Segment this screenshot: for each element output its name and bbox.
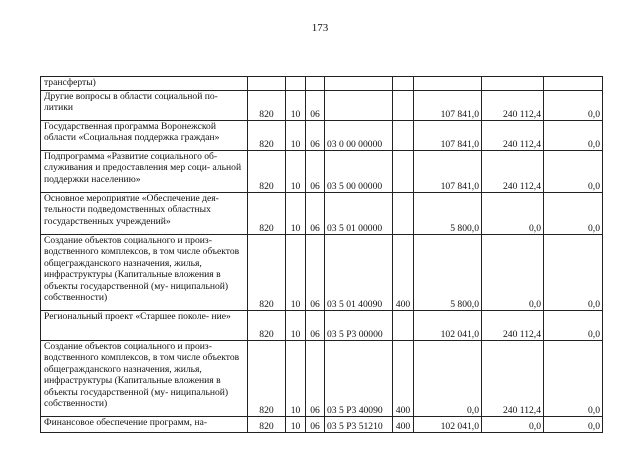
section-code-cell: 10 (286, 341, 306, 417)
amount-cell-3: 0,0 (544, 311, 603, 341)
amount-cell-2: 240 112,4 (482, 311, 544, 341)
expense-type-cell (393, 121, 414, 151)
subsection-code-cell: 06 (306, 417, 325, 433)
row-name-cell: Региональный проект «Старшее поколе- ние» (41, 311, 248, 341)
subsection-code-cell (306, 77, 325, 91)
ministry-code-cell: 820 (248, 235, 286, 311)
section-code-cell: 10 (286, 235, 306, 311)
target-code-cell: 03 0 00 00000 (325, 121, 393, 151)
table-row (41, 121, 603, 151)
amount-cell-1: 5 800,0 (414, 193, 482, 235)
ministry-code-cell: 820 (248, 91, 286, 121)
expense-type-cell (393, 77, 414, 91)
row-name-cell: Создание объектов социального и произ- водственного комплексов, в том числе объектов общегражданского назначения, жилья, инфраструктуры (Капитальные вложения в объекты государственной (му- ниципальной) собственности) (41, 341, 248, 417)
amount-cell-2 (482, 77, 544, 91)
expense-type-cell (393, 311, 414, 341)
expense-type-cell (393, 193, 414, 235)
expense-type-cell: 400 (393, 417, 414, 433)
expense-type-cell (393, 91, 414, 121)
amount-cell-1: 107 841,0 (414, 121, 482, 151)
amount-cell-1: 5 800,0 (414, 235, 482, 311)
row-name-cell: Государственная программа Воронежской области «Социальная поддержка граждан» (41, 121, 248, 151)
amount-cell-3: 0,0 (544, 341, 603, 417)
subsection-code-cell: 06 (306, 235, 325, 311)
table-row (41, 311, 603, 341)
section-code-cell: 10 (286, 193, 306, 235)
row-name-cell: трансферты) (41, 77, 248, 91)
row-name-cell: Создание объектов социального и произ- водственного комплексов, в том числе объектов общегражданского назначения, жилья, инфраструктуры (Капитальные вложения в объекты государственной (му- ниципальной) собственности) (41, 235, 248, 311)
expense-type-cell (393, 151, 414, 193)
table-row (41, 77, 603, 91)
section-code-cell: 10 (286, 121, 306, 151)
amount-cell-3: 0,0 (544, 235, 603, 311)
section-code-cell: 10 (286, 91, 306, 121)
target-code-cell (325, 77, 393, 91)
amount-cell-3: 0,0 (544, 417, 603, 433)
ministry-code-cell: 820 (248, 193, 286, 235)
amount-cell-2: 0,0 (482, 235, 544, 311)
amount-cell-1 (414, 77, 482, 91)
target-code-cell: 03 5 P3 00000 (325, 311, 393, 341)
target-code-cell: 03 5 P3 51210 (325, 417, 393, 433)
page-number: 173 (311, 22, 329, 34)
amount-cell-1: 107 841,0 (414, 91, 482, 121)
amount-cell-1: 102 041,0 (414, 311, 482, 341)
row-name-cell: Финансовое обеспечение программ, на- (41, 417, 248, 433)
target-code-cell (325, 91, 393, 121)
section-code-cell: 10 (286, 417, 306, 433)
amount-cell-3: 0,0 (544, 121, 603, 151)
amount-cell-2: 0,0 (482, 193, 544, 235)
expense-type-cell: 400 (393, 341, 414, 417)
amount-cell-1: 0,0 (414, 341, 482, 417)
subsection-code-cell: 06 (306, 151, 325, 193)
subsection-code-cell: 06 (306, 121, 325, 151)
table-row (41, 341, 603, 417)
section-code-cell: 10 (286, 311, 306, 341)
table-row (41, 151, 603, 193)
row-name-cell: Другие вопросы в области социальной по- литики (41, 91, 248, 121)
row-name-cell: Основное мероприятие «Обеспечение дея- тельности подведомственных областных государственных учреждений» (41, 193, 248, 235)
budget-table (40, 76, 603, 433)
table-body (41, 77, 603, 433)
amount-cell-1: 102 041,0 (414, 417, 482, 433)
amount-cell-3 (544, 77, 603, 91)
subsection-code-cell: 06 (306, 311, 325, 341)
subsection-code-cell: 06 (306, 193, 325, 235)
section-code-cell: 10 (286, 151, 306, 193)
amount-cell-3: 0,0 (544, 193, 603, 235)
table-row (41, 193, 603, 235)
amount-cell-3: 0,0 (544, 151, 603, 193)
table-row (41, 417, 603, 433)
ministry-code-cell: 820 (248, 151, 286, 193)
target-code-cell: 03 5 01 40090 (325, 235, 393, 311)
amount-cell-1: 107 841,0 (414, 151, 482, 193)
ministry-code-cell: 820 (248, 311, 286, 341)
subsection-code-cell: 06 (306, 91, 325, 121)
ministry-code-cell: 820 (248, 341, 286, 417)
target-code-cell: 03 5 00 00000 (325, 151, 393, 193)
subsection-code-cell: 06 (306, 341, 325, 417)
ministry-code-cell: 820 (248, 121, 286, 151)
row-name-cell: Подпрограмма «Развитие социального об- служивания и предоставления мер соци- альной поддержки населению» (41, 151, 248, 193)
target-code-cell: 03 5 P3 40090 (325, 341, 393, 417)
ministry-code-cell (248, 77, 286, 91)
ministry-code-cell: 820 (248, 417, 286, 433)
amount-cell-2: 240 112,4 (482, 151, 544, 193)
amount-cell-2: 240 112,4 (482, 91, 544, 121)
amount-cell-3: 0,0 (544, 91, 603, 121)
table-row (41, 235, 603, 311)
amount-cell-2: 240 112,4 (482, 121, 544, 151)
target-code-cell: 03 5 01 00000 (325, 193, 393, 235)
expense-type-cell: 400 (393, 235, 414, 311)
table-row (41, 91, 603, 121)
section-code-cell (286, 77, 306, 91)
amount-cell-2: 0,0 (482, 417, 544, 433)
amount-cell-2: 240 112,4 (482, 341, 544, 417)
